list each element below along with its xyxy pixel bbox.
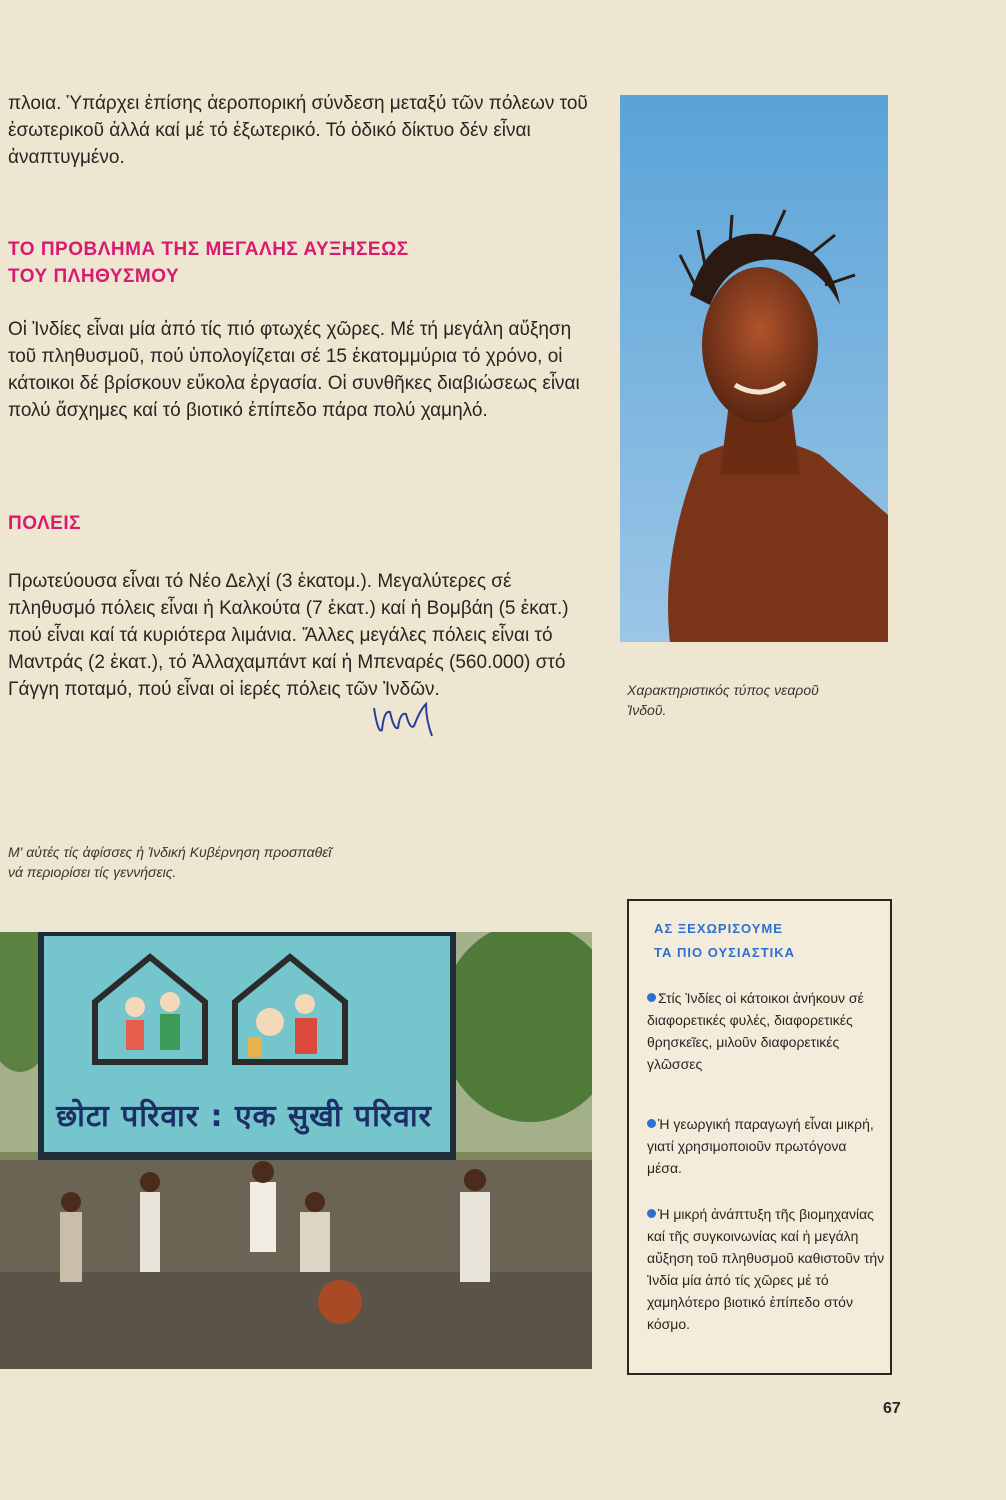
summary-item-text: Ἡ μικρή ἀνάπτυξη τῆς βιομηχανίας καί τῆς συγκοινωνίας καί ἡ μεγάλη αὔξηση τοῦ πληθυσμοῦ καθιστοῦν τήν Ἰνδία μία ἀπό τίς χῶρες μέ τό χαμηλότερο βιοτικό ἐπίπεδο στόν κόσμο. <box>647 1206 885 1332</box>
summary-title <box>654 917 884 965</box>
intro-paragraph: πλοια. Ὑπάρχει ἐπίσης ἀεροπορική σύνδεση μεταξύ τῶν πόλεων τοῦ ἐσωτερικοῦ ἀλλά καί μέ τό ἐξωτερικό. Τό ὁδικό δίκτυο δέν εἶναι ἀναπτυγμένο. <box>8 93 588 168</box>
summary-item <box>647 1203 885 1335</box>
population-heading-line2: ΤΟΥ ΠΛΗΘΥΣΜΟΥ <box>8 266 180 287</box>
photo-boy-caption-line1: Χαρακτηριστικός τύπος νεαροῦ <box>627 682 819 698</box>
billboard-caption-line1: Μ' αὐτές τίς ἀφίσσες ἡ Ἰνδική Κυβέρνηση προσπαθεῖ <box>8 844 332 860</box>
summary-item-text: Ἡ γεωργική παραγωγή εἶναι μικρή, γιατί χρησιμοποιοῦν πρωτόγονα μέσα. <box>647 1116 874 1176</box>
billboard-caption <box>8 842 331 882</box>
bullet-icon <box>647 1209 656 1218</box>
billboard-caption-line2: νά περιορίσει τίς γεννήσεις. <box>8 864 177 880</box>
page-number: 67 <box>883 1400 901 1417</box>
population-heading <box>8 236 568 290</box>
photo-family-planning-billboard <box>0 932 592 1369</box>
population-paragraph: Οἱ Ἰνδίες εἶναι μία ἀπό τίς πιό φτωχές χῶρες. Μέ τή μεγάλη αὔξηση τοῦ πληθυσμοῦ, πού ὑπολογίζεται σέ 15 ἑκατομμύρια τό χρόνο, οἱ κάτοικοι δέ βρίσκουν εὔκολα ἐργασία. Οἱ συνθῆκες διαβιώσεως εἶναι πολύ ἄσχημες καί τό βιοτικό ἐπίπεδο πάρα πολύ χαμηλό. <box>8 319 580 421</box>
bullet-icon <box>647 993 656 1002</box>
summary-title-line1: ΑΣ ΞΕΧΩΡΙΣΟΥΜΕ <box>654 921 783 936</box>
cities-paragraph: Πρωτεύουσα εἶναι τό Νέο Δελχί (3 ἑκατομ.). Μεγαλύτερες σέ πληθυσμό πόλεις εἶναι ἡ Καλκούτα (7 ἑκατ.) καί ἡ Βομβάη (5 ἑκατ.) πού εἶναι καί τά κυριότερα λιμάνια. Ἄλλες μεγάλες πόλεις εἶναι τό Μαντράς (2 ἑκατ.), τό Ἀλλαχαμπάντ καί ἡ Μπεναρές (560.000) στό Γάγγη ποταμό, πού εἶναι οἱ ἱερές πόλεις τῶν Ἰνδῶν. <box>8 571 569 700</box>
photo-boy-caption-line2: Ἰνδοῦ. <box>627 702 667 718</box>
photo-young-indian <box>620 95 888 642</box>
cities-heading: ΠΟΛΕΙΣ <box>8 513 82 534</box>
summary-item-text: Στίς Ἰνδίες οἱ κάτοικοι ἀνήκουν σέ διαφορετικές φυλές, διαφορετικές θρησκεῖες, μιλοῦν διαφορετικές γλῶσσες <box>647 990 864 1072</box>
summary-title-line2: ΤΑ ΠΙΟ ΟΥΣΙΑΣΤΙΚΑ <box>654 945 796 960</box>
summary-item <box>647 1113 885 1179</box>
billboard-sign-text: छोटा परिवार : एक सुखी परिवार <box>56 1099 432 1134</box>
photo-boy-caption <box>627 680 819 720</box>
handwritten-signature <box>370 700 440 740</box>
population-heading-line1: ΤΟ ΠΡΟΒΛΗΜΑ ΤΗΣ ΜΕΓΑΛΗΣ ΑΥΞΗΣΕΩΣ <box>8 239 409 260</box>
summary-box <box>627 899 892 1375</box>
summary-item <box>647 987 885 1075</box>
bullet-icon <box>647 1119 656 1128</box>
